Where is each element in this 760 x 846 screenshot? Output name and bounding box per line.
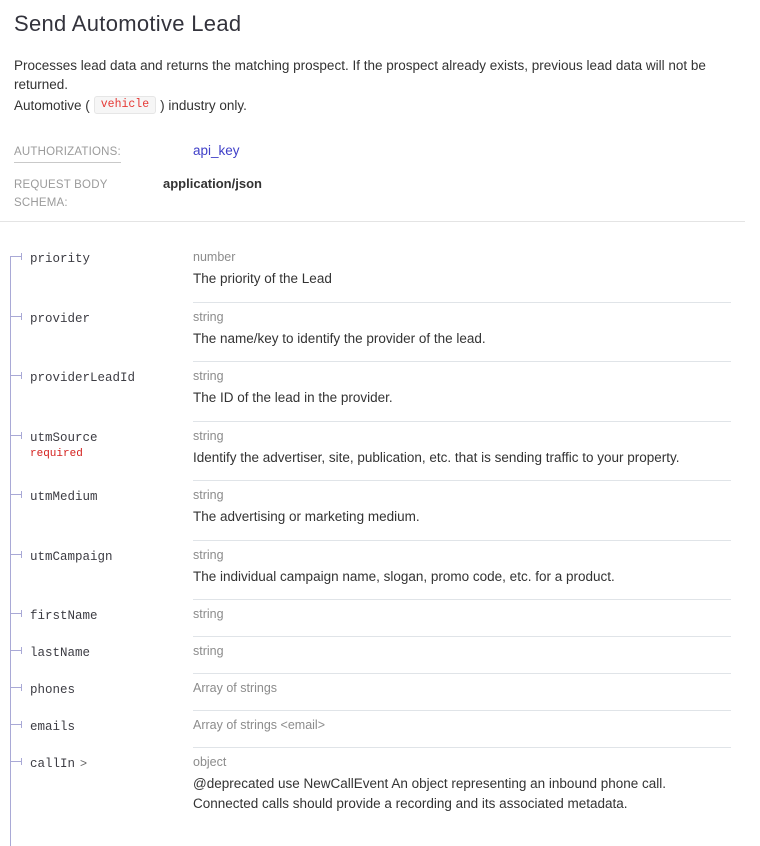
request-body-schema-label: REQUEST BODY SCHEMA: (14, 179, 108, 209)
field-name-cell (0, 748, 193, 826)
field-detail-cell (193, 422, 731, 482)
vehicle-code-badge: vehicle (94, 96, 156, 114)
field-detail-cell (193, 637, 731, 674)
field-description: The ID of the lead in the provider. (193, 390, 393, 405)
page-title: Send Automotive Lead (14, 11, 242, 36)
required-label: required (30, 447, 83, 460)
field-detail-cell (193, 481, 731, 541)
field-name: utmCampaign (30, 549, 113, 564)
field-name: providerLeadId (30, 371, 136, 385)
endpoint-description (14, 56, 745, 116)
schema-field-row (0, 600, 760, 637)
field-name-cell (0, 243, 193, 303)
field-description: The priority of the Lead (193, 271, 332, 286)
field-type: Array of strings (193, 681, 278, 695)
field-name-cell (0, 637, 193, 674)
api-key-link[interactable]: api_key (193, 143, 240, 158)
field-description: Identify the advertiser, site, publication, etc. that is sending traffic to your property. (193, 449, 680, 465)
field-detail-cell (193, 748, 731, 826)
description-line-1: Processes lead data and returns the matching prospect. If the prospect already exists, previous lead data will not be returned. (14, 58, 706, 92)
field-description: @deprecated use NewCallEvent An object representing an inbound phone call. Connected calls should provide a recording and its associated metadata. (193, 776, 667, 811)
authorizations-row (14, 142, 745, 160)
description-line-2 (14, 94, 745, 116)
field-name-cell (0, 541, 193, 601)
schema-field-row (0, 674, 760, 711)
field-type: number (193, 250, 236, 264)
endpoint-header (0, 12, 760, 160)
field-detail-cell (193, 600, 731, 637)
api-doc-page (0, 11, 760, 811)
field-name: emails (30, 720, 76, 734)
field-name-cell (0, 362, 193, 422)
request-body-schema-label-cell (14, 175, 163, 211)
description-line-2-prefix: Automotive ( (14, 97, 90, 113)
field-description: The name/key to identify the provider of the lead. (193, 330, 486, 346)
schema-field-row (0, 541, 760, 601)
field-name-cell (0, 422, 193, 482)
field-description: The advertising or marketing medium. (193, 509, 420, 524)
field-name[interactable]: callIn (30, 757, 76, 771)
schema-field-row (0, 303, 760, 363)
description-line-2-suffix: ) industry only. (160, 97, 247, 113)
field-name-cell (0, 674, 193, 711)
field-type: string (193, 644, 224, 658)
field-name: firstName (30, 609, 98, 623)
authorizations-label-cell (14, 142, 193, 160)
schema-field-row (0, 422, 760, 482)
field-name: utmMedium (30, 490, 98, 504)
field-name-cell (0, 481, 193, 541)
field-name: lastName (30, 646, 91, 660)
schema-field-row (0, 362, 760, 422)
field-type: Array of strings <email> (193, 718, 325, 732)
field-type: string (193, 428, 224, 443)
schema-field-row (0, 748, 760, 826)
field-type: string (193, 547, 224, 562)
field-name-cell (0, 600, 193, 637)
request-body-schema-row (0, 175, 745, 222)
field-type: string (193, 369, 224, 383)
field-type: string (193, 309, 224, 324)
field-type: string (193, 488, 224, 502)
expand-chevron-icon[interactable]: > (80, 756, 88, 770)
field-detail-cell (193, 541, 731, 601)
field-name: phones (30, 683, 76, 697)
field-name-cell (0, 711, 193, 748)
field-name: priority (30, 252, 91, 266)
field-detail-cell (193, 303, 731, 363)
authorizations-label: AUTHORIZATIONS: (14, 146, 121, 163)
schema-field-row (0, 711, 760, 748)
field-name: utmSource (30, 430, 98, 445)
field-description: The individual campaign name, slogan, promo code, etc. for a product. (193, 568, 615, 584)
field-detail-cell (193, 362, 731, 422)
field-type: object (193, 755, 227, 769)
content-type-value: application/json (163, 176, 262, 191)
field-name-cell (0, 303, 193, 363)
schema-field-row (0, 637, 760, 674)
schema-field-row (0, 243, 760, 303)
schema-field-row (0, 481, 760, 541)
field-type: string (193, 607, 224, 621)
field-name: provider (30, 311, 91, 326)
field-detail-cell (193, 711, 731, 748)
schema-table (0, 243, 760, 826)
field-detail-cell (193, 674, 731, 711)
field-detail-cell (193, 243, 731, 303)
schema-rows (0, 243, 760, 826)
